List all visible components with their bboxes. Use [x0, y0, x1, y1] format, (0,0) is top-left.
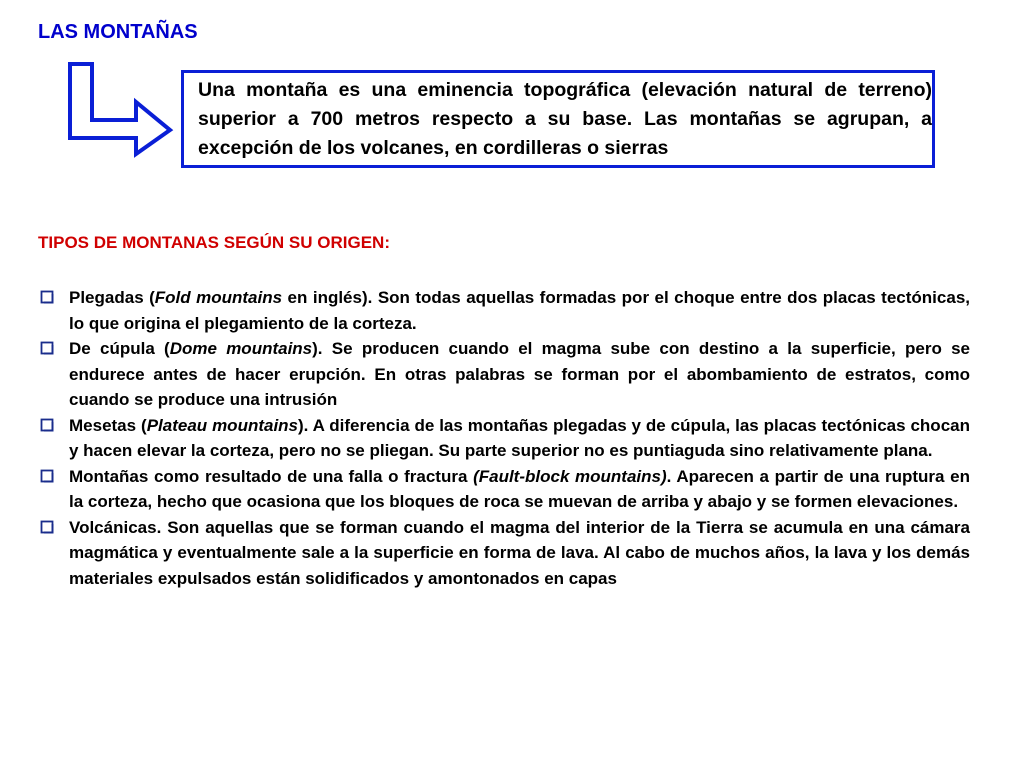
type-name: De cúpula [69, 339, 155, 358]
list-item-fault-block: Montañas como resultado de una falla o fractura (Fault-block mountains). Aparecen a partir de una ruptura en la corteza, hecho que ocasiona que los bloques de roca se muevan de arriba y abajo y se formen elevaciones. [38, 464, 970, 515]
type-name: Plegadas [69, 288, 144, 307]
square-bullet-icon [40, 469, 54, 483]
english-term: Plateau mountains [146, 415, 299, 435]
definition-box [181, 70, 935, 168]
list-item-volcanic: Volcánicas. Son aquellas que se forman cuando el magma del interior de la Tierra se acumula en una cámara magmática y eventualmente sale a la superficie en forma de lava. Al cabo de muchos años, la lava y los demás materiales expulsados están solidificados y amontonados en capas [38, 515, 970, 592]
english-term: (Fault-block mountains) [473, 466, 667, 486]
english-term: Dome mountains [169, 339, 313, 358]
list-item-fold: Plegadas (Fold mountains en inglés). Son todas aquellas formadas por el choque entre dos placas tectónicas, lo que origina el plegamiento de la corteza. [38, 285, 970, 336]
type-name: Mesetas [69, 415, 137, 435]
definition-text: Una montaña es una eminencia topográfica (elevación natural de terreno) superior a 700 metros respecto a su base. Las montañas se agrupan, a excepción de los volcanes, en cordilleras o sierras [198, 78, 932, 159]
list-item-dome: De cúpula (Dome mountains). Se producen cuando el magma sube con destino a la superficie, pero se endurece antes de hacer erupción. En otras palabras se forman por el abombamiento de estratos, como cuando se produce una intrusión [38, 336, 970, 413]
mountain-types-list [38, 285, 970, 591]
types-heading: TIPOS DE MONTANAS SEGÚN SU ORIGEN: [38, 233, 390, 252]
square-bullet-icon [40, 290, 54, 304]
corner-arrow-icon [66, 62, 176, 158]
type-name: Montañas como resultado de una falla o fractura [69, 466, 468, 486]
page-title: LAS MONTAÑAS [38, 21, 198, 43]
square-bullet-icon [40, 418, 54, 432]
type-name: Volcánicas. [69, 517, 162, 537]
square-bullet-icon [40, 341, 54, 355]
english-term: Fold mountains [154, 288, 283, 307]
list-item-plateau: Mesetas (Plateau mountains). A diferencia de las montañas plegadas y de cúpula, las placas tectónicas chocan y hacen elevar la corteza, pero no se pliegan. Su parte superior no es puntiaguda sino relativamente plana. [38, 413, 970, 464]
square-bullet-icon [40, 520, 54, 534]
